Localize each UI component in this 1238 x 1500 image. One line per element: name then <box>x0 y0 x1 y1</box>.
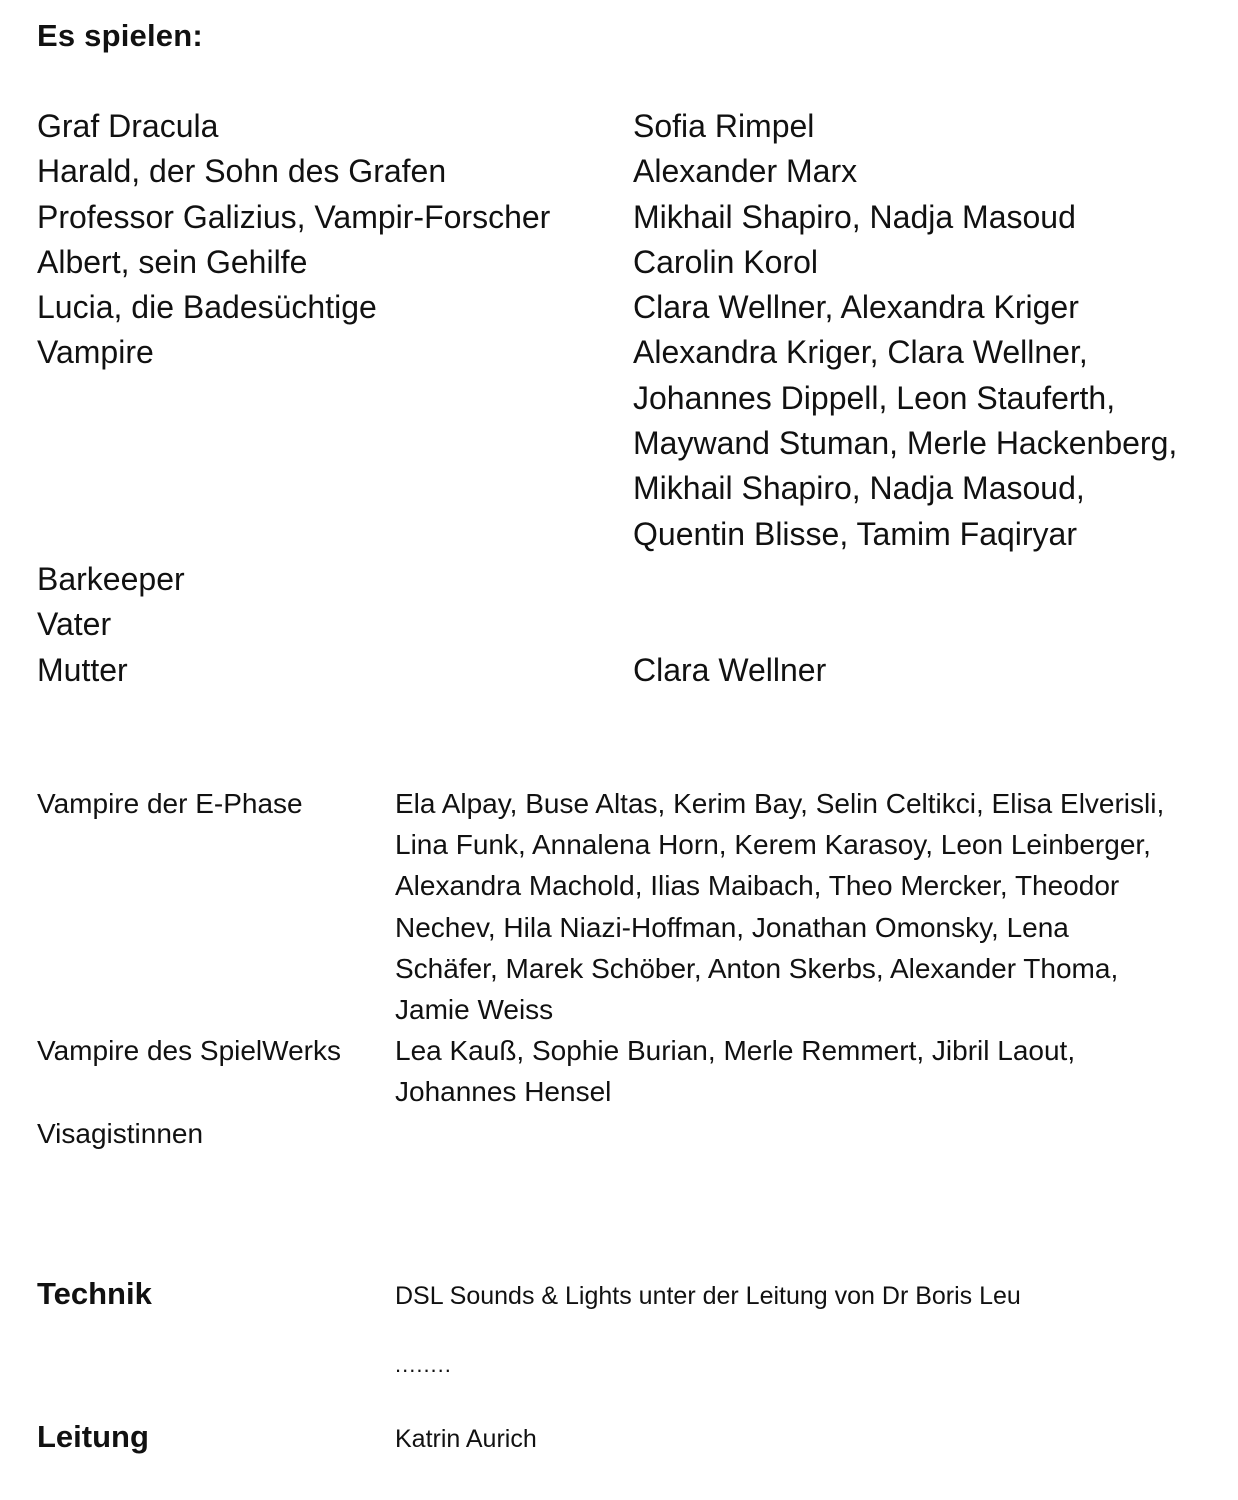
leitung-label: Leitung <box>37 1419 149 1454</box>
cast-list <box>37 104 1227 693</box>
cast-actor-line: Alexandra Kriger, Clara Wellner, <box>633 334 1088 371</box>
technik-credit <box>37 1276 1227 1312</box>
ensemble-names <box>395 783 1227 1030</box>
technik-label: Technik <box>37 1276 152 1311</box>
ensemble-names <box>395 1113 1227 1154</box>
ensemble-name-line: Ela Alpay, Buse Altas, Kerim Bay, Selin Celtikci, Elisa Elverisli, <box>395 788 1165 819</box>
ensemble-name-line: Lina Funk, Annalena Horn, Kerem Karasoy, Leon Leinberger, <box>395 829 1151 861</box>
cast-actor <box>633 104 1227 149</box>
ensemble-row <box>37 783 1227 1030</box>
cast-row <box>37 240 1227 285</box>
cast-role: Lucia, die Badesüchtige <box>37 289 377 326</box>
ensemble-name-line: Nechev, Hila Niazi-Hoffman, Jonathan Omonsky, Lena <box>395 911 1069 943</box>
cast-role: Harald, der Sohn des Grafen <box>37 153 447 190</box>
cast-actor <box>633 195 1227 240</box>
cast-actor-line: Alexander Marx <box>633 153 858 190</box>
ensemble-name-line <box>395 1113 1227 1154</box>
leitung-credit <box>37 1419 1227 1455</box>
cast-actor <box>633 240 1227 285</box>
cast-actor <box>633 557 1227 602</box>
cast-actor-line: Johannes Dippell, Leon Stauferth, <box>633 379 1116 416</box>
cast-actor-line <box>633 602 1227 647</box>
ensemble-row <box>37 1113 1227 1154</box>
cast-role: Barkeeper <box>37 560 185 597</box>
cast-row <box>37 557 1227 602</box>
cast-actor-line: Mikhail Shapiro, Nadja Masoud <box>633 198 1076 235</box>
ensemble-group: Vampire der E-Phase <box>37 788 303 819</box>
page-heading: Es spielen: <box>37 18 203 53</box>
cast-actor-line <box>633 557 1227 602</box>
cast-actor <box>633 648 1227 693</box>
cast-role: Vater <box>37 606 112 643</box>
ensemble-row <box>37 1030 1227 1112</box>
cast-actor-line: Quentin Blisse, Tamim Faqiryar <box>633 515 1077 552</box>
cast-row <box>37 104 1227 149</box>
cast-row <box>37 602 1227 647</box>
cast-role: Albert, sein Gehilfe <box>37 243 308 280</box>
cast-actor-line: Mikhail Shapiro, Nadja Masoud, <box>633 470 1085 507</box>
ensemble-name-line: Jamie Weiss <box>395 994 554 1026</box>
cast-row <box>37 648 1227 693</box>
cast-actor <box>633 149 1227 194</box>
ensemble-name-line: Lea Kauß, Sophie Burian, Merle Remmert, Jibril Laout, <box>395 1035 1076 1067</box>
cast-actor <box>633 330 1227 556</box>
cast-row <box>37 149 1227 194</box>
cast-row <box>37 285 1227 330</box>
cast-role: Mutter <box>37 651 128 688</box>
cast-row <box>37 195 1227 240</box>
cast-row <box>37 330 1227 556</box>
ensemble-list <box>37 783 1227 1154</box>
ensemble-name-line: Alexandra Machold, Ilias Maibach, Theo Mercker, Theodor <box>395 870 1120 902</box>
ensemble-group: Visagistinnen <box>37 1117 204 1149</box>
cast-actor-line: Carolin Korol <box>633 243 818 280</box>
cast-actor-line: Clara Wellner <box>633 651 827 688</box>
cast-actor <box>633 602 1227 647</box>
cast-actor-line: Sofia Rimpel <box>633 108 815 144</box>
technik-value: DSL Sounds & Lights unter der Leitung von Dr Boris Leu <box>395 1282 1021 1310</box>
ensemble-name-line: Johannes Hensel <box>395 1076 612 1108</box>
leitung-value: Katrin Aurich <box>395 1425 537 1453</box>
technik-continuation: ........ <box>395 1352 452 1377</box>
cast-role: Graf Dracula <box>37 108 219 144</box>
cast-actor-line: Maywand Stuman, Merle Hackenberg, <box>633 425 1178 462</box>
cast-actor <box>633 285 1227 330</box>
ensemble-name-line: Schäfer, Marek Schöber, Anton Skerbs, Alexander Thoma, <box>395 952 1119 984</box>
cast-actor-line: Clara Wellner, Alexandra Kriger <box>633 289 1079 326</box>
ensemble-group: Vampire des SpielWerks <box>37 1035 341 1067</box>
ensemble-names <box>395 1030 1227 1112</box>
cast-role: Professor Galizius, Vampir-Forscher <box>37 198 551 235</box>
cast-role: Vampire <box>37 334 154 371</box>
